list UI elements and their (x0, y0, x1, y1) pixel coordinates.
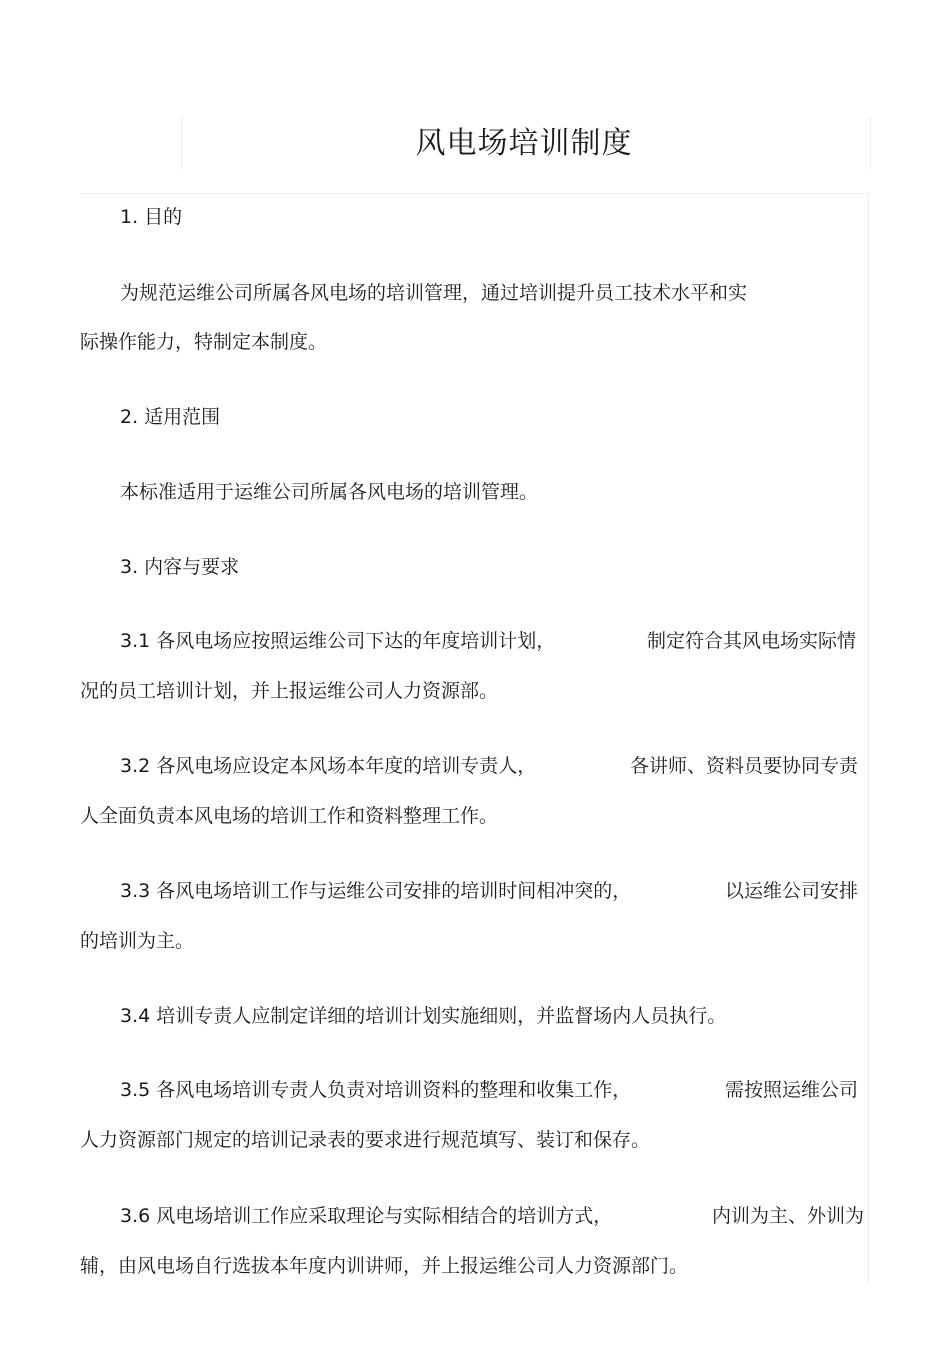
clause-3-3-line-1 (120, 878, 858, 904)
clause-3-5-part-b: 需按照运维公司 (724, 1079, 858, 1101)
clause-3-5-part-a: 3.5 各风电场培训专责人负责对培训资料的整理和收集工作， (120, 1079, 632, 1101)
clause-3-3-part-b: 以运维公司安排 (724, 880, 858, 902)
document-title: 风电场培训制度 (415, 126, 633, 161)
clause-3-6-line-1 (120, 1203, 864, 1229)
clause-3-2-line-1 (120, 753, 858, 779)
section-2-heading: 2. 适用范围 (120, 406, 221, 428)
clause-3-1-line-1 (120, 628, 856, 654)
clause-3-6-line-2: 辅，由风电场自行选拔本年度内训讲师，并上报运维公司人力资源部门。 (80, 1255, 689, 1277)
clause-3-6-part-a: 3.6 风电场培训工作应采取理论与实际相结合的培训方式， (120, 1205, 613, 1227)
section-1-body-line-1: 为规范运维公司所属各风电场的培训管理，通过培训提升员工技术水平和实 (120, 282, 748, 304)
section-1-heading: 1. 目的 (120, 206, 183, 228)
clause-3-5-line-1 (120, 1077, 858, 1103)
clause-3-1-part-a: 3.1 各风电场应按照运维公司下达的年度培训计划， (120, 630, 556, 652)
clause-3-2-line-2: 人全面负责本风电场的培训工作和资料整理工作。 (80, 805, 499, 827)
header-divider (80, 193, 870, 194)
clause-3-1-part-b: 制定符合其风电场实际情 (646, 630, 856, 652)
clause-3-5-line-2: 人力资源部门规定的培训记录表的要求进行规范填写、装订和保存。 (80, 1129, 651, 1151)
clause-3-6-part-b: 内训为主、外训为 (711, 1205, 864, 1227)
clause-3-4: 3.4 培训专责人应制定详细的培训计划实施细则，并监督场内人员执行。 (120, 1005, 727, 1027)
section-2-body: 本标准适用于运维公司所属各风电场的培训管理。 (120, 481, 539, 503)
section-3-heading: 3. 内容与要求 (120, 556, 240, 578)
clause-3-3-part-a: 3.3 各风电场培训工作与运维公司安排的培训时间相冲突的， (120, 880, 632, 902)
right-margin-rule (868, 193, 869, 1285)
section-1-body-line-2: 际操作能力，特制定本制度。 (80, 331, 328, 353)
clause-3-2-part-a: 3.2 各风电场应设定本风场本年度的培训专责人， (120, 755, 537, 777)
clause-3-3-line-2: 的培训为主。 (80, 930, 195, 952)
clause-3-2-part-b: 各讲师、资料员要协同专责 (629, 755, 858, 777)
clause-3-1-line-2: 况的员工培训计划，并上报运维公司人力资源部。 (80, 680, 499, 702)
